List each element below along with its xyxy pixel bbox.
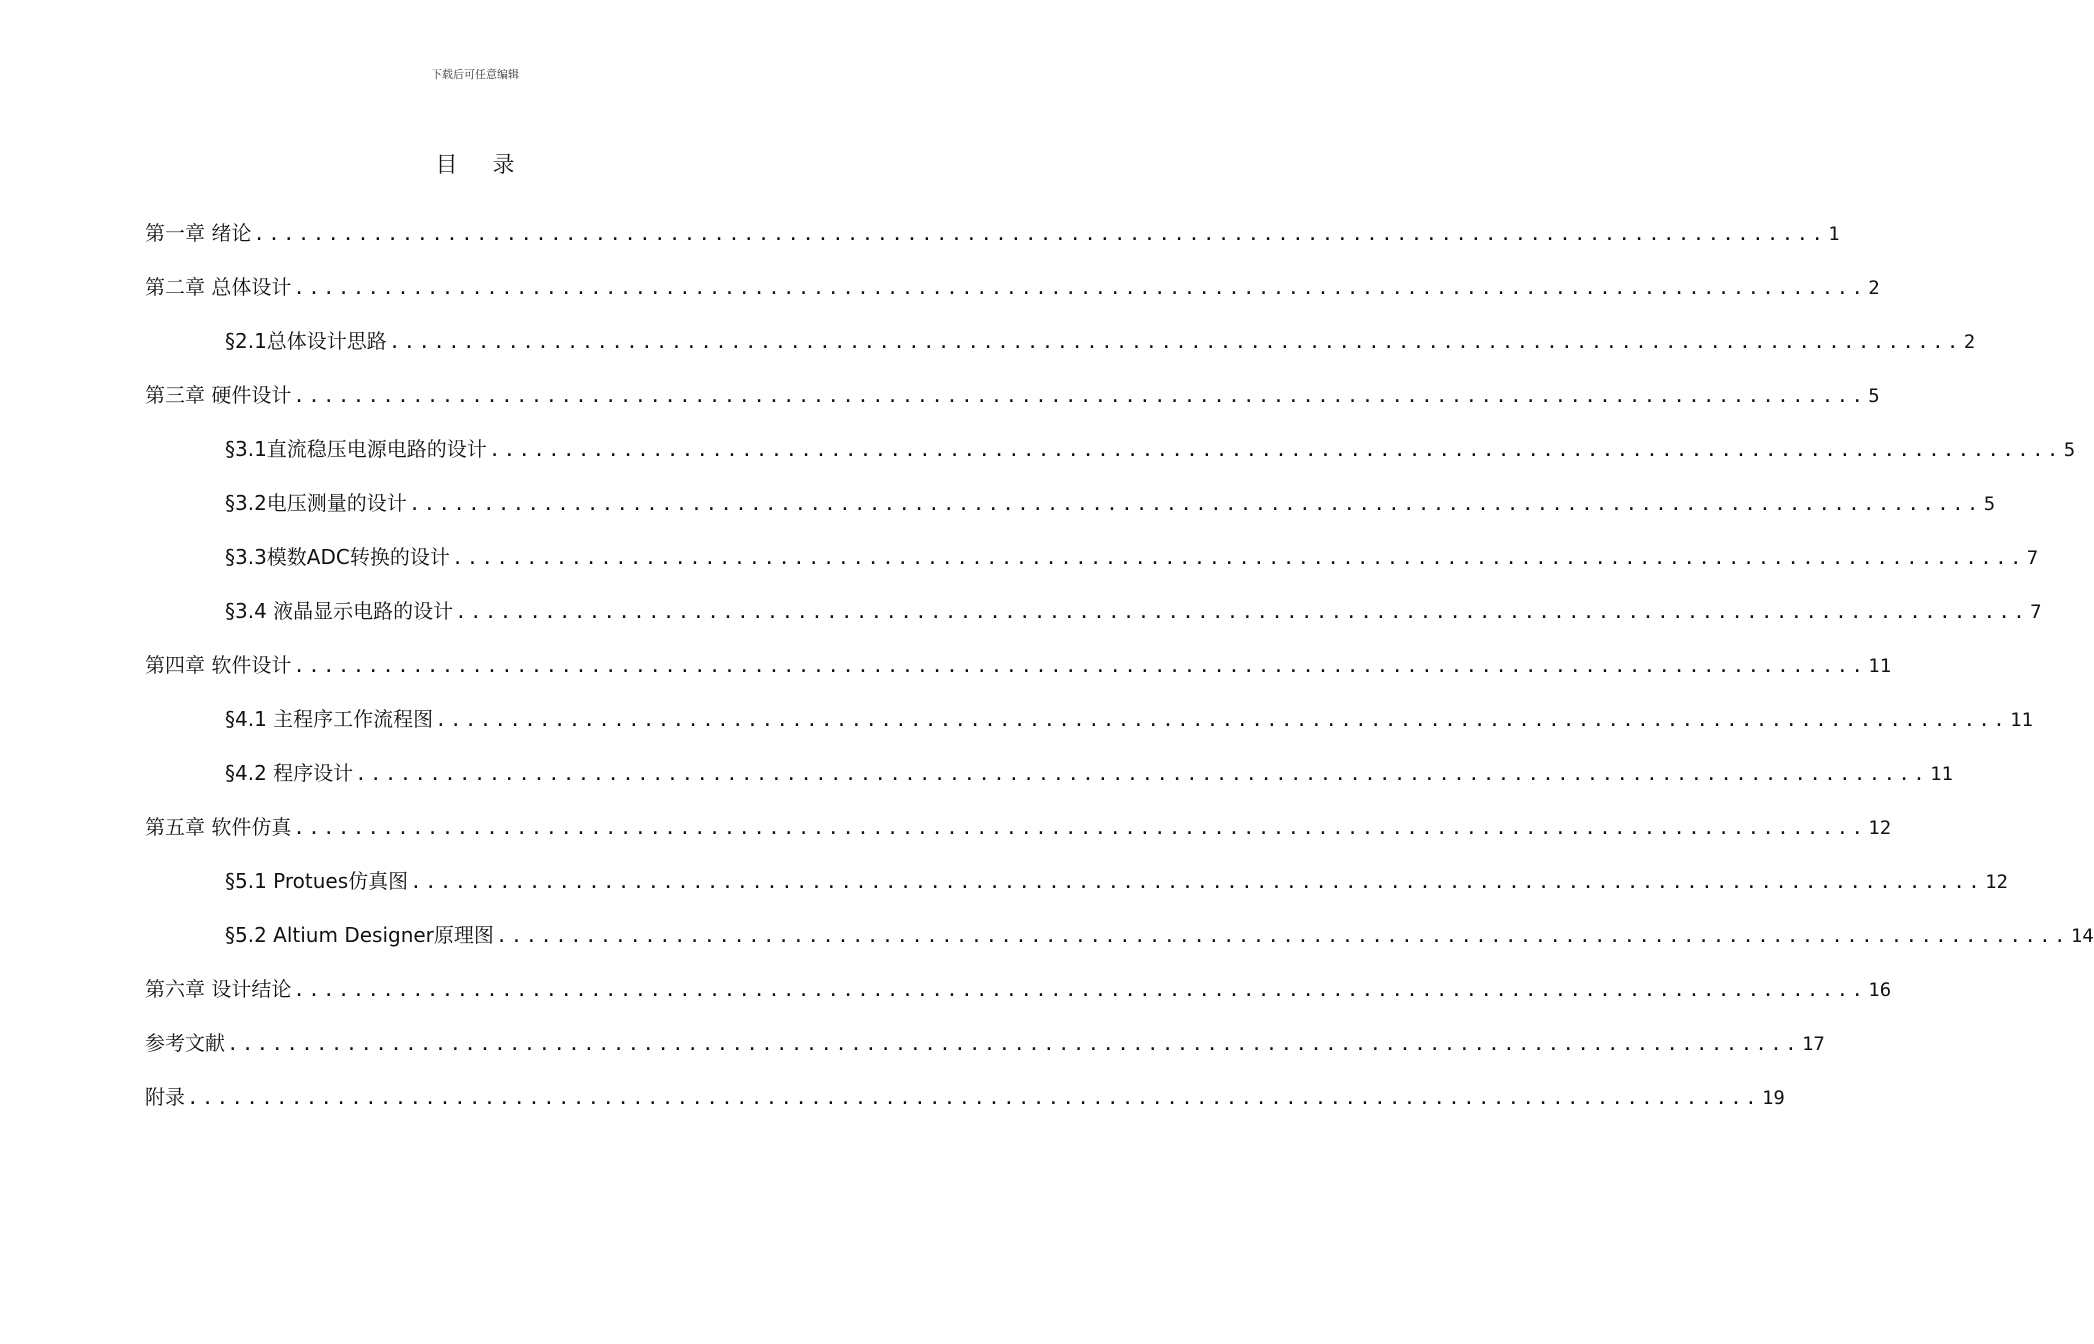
dot-leader: ..........................................................................................................	[293, 277, 1867, 299]
toc-entry-section-2-1[interactable]	[225, 326, 1976, 356]
toc-entry-section-5-2[interactable]	[225, 920, 2094, 950]
dot-leader: ..........................................................................................................	[227, 1033, 1800, 1055]
toc-entry-title: §4.1 主程序工作流程图	[225, 707, 434, 731]
toc-page-number: 2	[1963, 331, 1976, 353]
dot-leader: ..........................................................................................................	[293, 385, 1867, 407]
dot-leader: ..........................................................................................................	[293, 817, 1867, 839]
toc-entry-chapter-2[interactable]	[145, 272, 1880, 302]
toc-title: 目 录	[435, 153, 529, 178]
toc-entry-section-5-1[interactable]	[225, 866, 2008, 896]
toc-entry-chapter-4[interactable]	[145, 650, 1892, 680]
toc-page-number: 11	[1930, 763, 1953, 785]
toc-page-number: 17	[1801, 1033, 1825, 1055]
toc-entry-chapter-3[interactable]	[145, 380, 1880, 410]
toc-page-number: 11	[2010, 709, 2033, 731]
toc-entry-title: 第三章 硬件设计	[145, 383, 292, 407]
toc-entry-title: 第五章 软件仿真	[145, 815, 292, 839]
toc-entry-title: 参考文献	[145, 1031, 225, 1055]
toc-entry-section-4-1[interactable]	[225, 704, 2033, 734]
toc-entry-title: §4.2 程序设计	[225, 761, 354, 785]
toc-page-number: 7	[2030, 601, 2042, 623]
toc-page-number: 5	[1983, 493, 1996, 515]
toc-entry-title: §5.2 Altium Designer原理图	[225, 923, 494, 947]
toc-page-number: 5	[1868, 385, 1880, 407]
toc-entry-section-3-2[interactable]	[225, 488, 1996, 518]
toc-entry-title: §3.3模数ADC转换的设计	[225, 545, 450, 569]
dot-leader: ..........................................................................................................	[410, 871, 1984, 893]
dot-leader: ..........................................................................................................	[455, 601, 2029, 623]
toc-entry-chapter-6[interactable]	[145, 974, 1892, 1004]
toc-entry-title: §5.1 Protues仿真图	[225, 869, 409, 893]
toc-entry-appendix[interactable]	[145, 1082, 1785, 1112]
toc-entry-section-3-3[interactable]	[225, 542, 2039, 572]
toc-entry-title: §3.4 液晶显示电路的设计	[225, 599, 454, 623]
toc-page-number: 12	[1985, 871, 2008, 893]
dot-leader: ..........................................................................................................	[253, 223, 1827, 245]
toc-page-number: 16	[1868, 979, 1892, 1001]
dot-leader: ..........................................................................................................	[451, 547, 2025, 569]
dot-leader: ..........................................................................................................	[355, 763, 1929, 785]
dot-leader: ..........................................................................................................	[435, 709, 2009, 731]
dot-leader: ..........................................................................................................	[187, 1087, 1760, 1109]
toc-entry-title: 附录	[145, 1085, 185, 1109]
dot-leader: ..........................................................................................................	[388, 331, 1962, 353]
toc-entry-title: §2.1总体设计思路	[225, 329, 387, 353]
toc-entry-title: §3.2电压测量的设计	[225, 491, 407, 515]
toc-page-number: 11	[1868, 655, 1892, 677]
toc-entry-references[interactable]	[145, 1028, 1825, 1058]
dot-leader: ..........................................................................................................	[293, 655, 1867, 677]
toc-entry-section-3-1[interactable]	[225, 434, 2076, 464]
toc-entry-title: 第四章 软件设计	[145, 653, 292, 677]
toc-page-number: 14	[2070, 925, 2094, 947]
toc-page-number: 7	[2026, 547, 2039, 569]
toc-entry-chapter-1[interactable]	[145, 218, 1840, 248]
toc-entry-title: 第六章 设计结论	[145, 977, 292, 1001]
toc-page-number: 19	[1761, 1087, 1785, 1109]
toc-entry-title: 第二章 总体设计	[145, 275, 292, 299]
dot-leader: ..........................................................................................................	[495, 925, 2069, 947]
dot-leader: ..........................................................................................................	[293, 979, 1867, 1001]
toc-page-number: 12	[1868, 817, 1892, 839]
toc-page-number: 1	[1828, 223, 1840, 245]
toc-page-number: 2	[1868, 277, 1880, 299]
header-note: 下载后可任意编辑	[431, 68, 519, 81]
toc-entry-title: §3.1直流稳压电源电路的设计	[225, 437, 487, 461]
toc-page-number: 5	[2063, 439, 2076, 461]
toc-entry-title: 第一章 绪论	[145, 221, 252, 245]
dot-leader: ..........................................................................................................	[488, 439, 2062, 461]
toc-entry-section-3-4[interactable]	[225, 596, 2042, 626]
toc-entry-chapter-5[interactable]	[145, 812, 1892, 842]
dot-leader: ..........................................................................................................	[408, 493, 1982, 515]
toc-entry-section-4-2[interactable]	[225, 758, 1953, 788]
